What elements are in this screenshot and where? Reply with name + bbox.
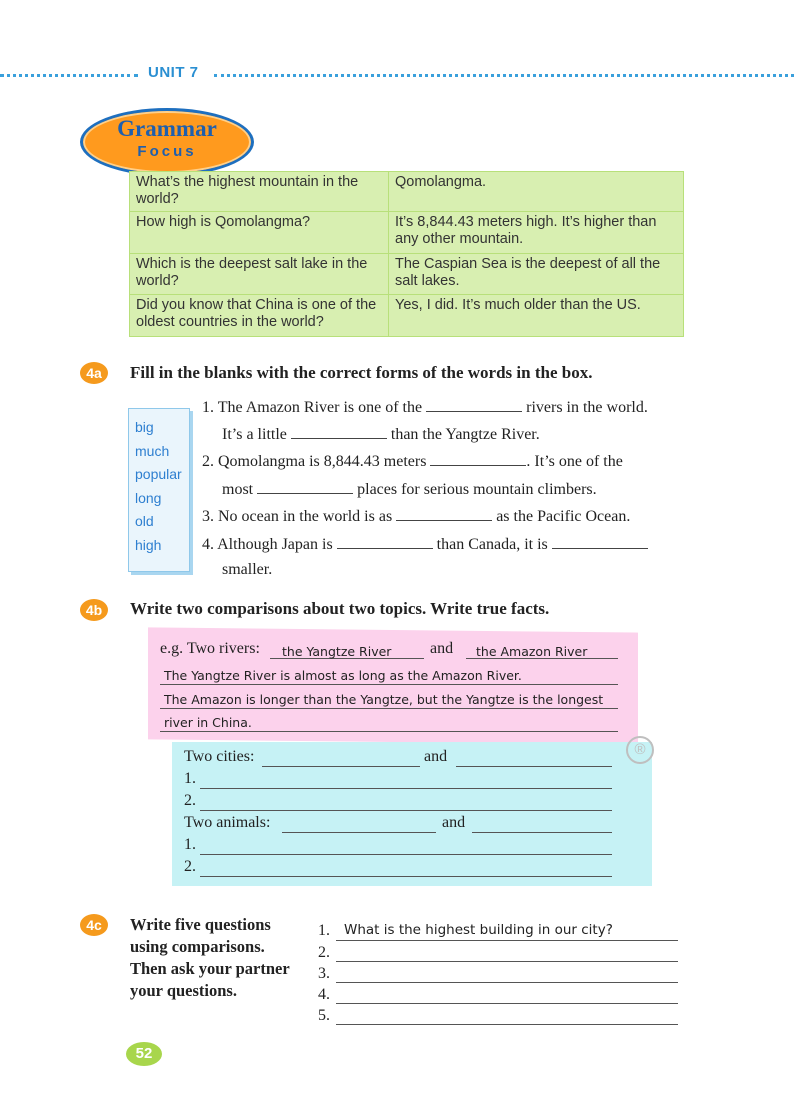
example-label: e.g. Two rivers: [160, 640, 260, 657]
title-line: Then ask your partner [130, 959, 290, 978]
line-text: smaller. [222, 561, 273, 578]
question-line-3[interactable] [336, 982, 678, 983]
animals-answer-line-1[interactable] [200, 854, 612, 855]
exercise-4a-line [222, 479, 597, 499]
word-box-item: popular [135, 466, 182, 482]
header-dotted-rule-left [0, 74, 138, 77]
line-number: 3. [318, 965, 330, 982]
line-text: . It’s one of the [526, 453, 623, 470]
section-4a-icon: 4a [80, 362, 108, 384]
example-rule [160, 731, 618, 732]
title-line: using comparisons. [130, 937, 265, 956]
grammar-table [129, 171, 684, 337]
table-cell-answer: Yes, I did. It’s much older than the US. [389, 295, 684, 337]
example-sentence: The Yangtze River is almost as long as the Amazon River. [164, 668, 522, 683]
example-rule [160, 708, 618, 709]
word-box-item: high [135, 537, 162, 553]
line-number: 5. [318, 1007, 330, 1024]
line-number: 2. [184, 792, 196, 809]
table-row [130, 254, 684, 295]
word-box [128, 408, 190, 572]
section-4b-title: Write two comparisons about two topics. Write true facts. [130, 599, 550, 618]
line-text: places for serious mountain climbers. [357, 481, 597, 498]
answer-blank[interactable] [257, 479, 353, 494]
question-line-5[interactable] [336, 1024, 678, 1025]
exercise-4a-line [202, 534, 648, 554]
cities-topic1-blank[interactable] [262, 766, 420, 767]
example-sentence: The Amazon is longer than the Yangtze, but the Yangtze is the longest [164, 692, 604, 707]
line-number: 1. [184, 770, 196, 787]
and-word: and [424, 748, 448, 765]
answer-blank[interactable] [552, 534, 648, 549]
line-text: rivers in the world. [526, 399, 648, 416]
line-text: 4. Although Japan is [202, 536, 333, 553]
answer-blank[interactable] [291, 424, 387, 439]
table-cell-question: Which is the deepest salt lake in the world? [130, 254, 389, 295]
line-number: 4. [318, 986, 330, 1003]
table-cell-question: How high is Qomolangma? [130, 212, 389, 254]
exercise-4a-line [202, 451, 623, 471]
table-cell-question: Did you know that China is one of the oldest countries in the world? [130, 295, 389, 337]
word-box-item: old [135, 513, 154, 529]
section-4b-icon: 4b [80, 599, 108, 621]
animals-label: Two animals: [184, 814, 271, 831]
question-answer-1: What is the highest building in our city? [344, 922, 613, 938]
title-line: Write five questions [130, 915, 271, 934]
answer-blank[interactable] [430, 451, 526, 466]
question-line-4[interactable] [336, 1003, 678, 1004]
exercise-4a-line [202, 397, 648, 417]
and-word: and [442, 814, 466, 831]
line-number: 1. [184, 836, 196, 853]
line-text: most [222, 481, 254, 498]
word-box-item: big [135, 419, 154, 435]
unit-label: UNIT 7 [148, 64, 199, 81]
table-cell-answer: The Caspian Sea is the deepest of all the salt lakes. [389, 254, 684, 295]
cities-answer-line-1[interactable] [200, 788, 612, 789]
line-text: It’s a little [222, 426, 287, 443]
table-row [130, 212, 684, 254]
title-line: your questions. [130, 981, 237, 1000]
section-4c-icon: 4c [80, 914, 108, 936]
badge-subtitle: Focus [137, 143, 197, 160]
line-number: 2. [184, 858, 196, 875]
header-dotted-rule-right [214, 74, 794, 77]
animals-topic2-blank[interactable] [472, 832, 612, 833]
line-text: 3. No ocean in the world is as [202, 508, 393, 525]
example-sentence: river in China. [164, 715, 252, 730]
question-line-1[interactable] [336, 940, 678, 941]
animals-answer-line-2[interactable] [200, 876, 612, 877]
cities-label: Two cities: [184, 748, 255, 765]
exercise-4a-line [222, 424, 540, 444]
exercise-4a-line [202, 506, 630, 526]
line-number: 2. [318, 944, 330, 961]
table-row [130, 172, 684, 212]
answer-blank[interactable] [337, 534, 433, 549]
page-number: 52 [126, 1042, 162, 1066]
table-row [130, 295, 684, 337]
line-text: as the Pacific Ocean. [496, 508, 631, 525]
line-text: than the Yangtze River. [390, 426, 540, 443]
section-4c-title [130, 914, 290, 1002]
question-line-2[interactable] [336, 961, 678, 962]
line-text: 1. The Amazon River is one of the [202, 399, 423, 416]
section-4a-title: Fill in the blanks with the correct forms of the words in the box. [130, 363, 593, 382]
cities-topic2-blank[interactable] [456, 766, 612, 767]
and-word: and [430, 640, 454, 657]
table-cell-answer: It’s 8,844.43 meters high. It’s higher than any other mountain. [389, 212, 684, 254]
example-rule [160, 684, 618, 685]
answer-blank[interactable] [396, 506, 492, 521]
word-box-item: long [135, 490, 162, 506]
line-text: 2. Qomolangma is 8,844.43 meters [202, 453, 427, 470]
answer-blank[interactable] [426, 397, 522, 412]
registered-mark: ® [626, 736, 654, 764]
cities-answer-line-2[interactable] [200, 810, 612, 811]
badge-title: Grammar [117, 116, 217, 141]
animals-topic1-blank[interactable] [282, 832, 436, 833]
grammar-focus-badge [80, 108, 254, 176]
table-cell-answer: Qomolangma. [389, 172, 684, 212]
exercise-4a-line [222, 561, 272, 579]
line-number: 1. [318, 922, 330, 939]
word-box-item: much [135, 443, 170, 459]
table-cell-question: What’s the highest mountain in the world? [130, 172, 389, 212]
example-topic2: the Amazon River [476, 644, 588, 659]
example-heading [160, 640, 260, 658]
example-topic1: the Yangtze River [282, 644, 392, 659]
line-text: than Canada, it is [436, 536, 548, 553]
